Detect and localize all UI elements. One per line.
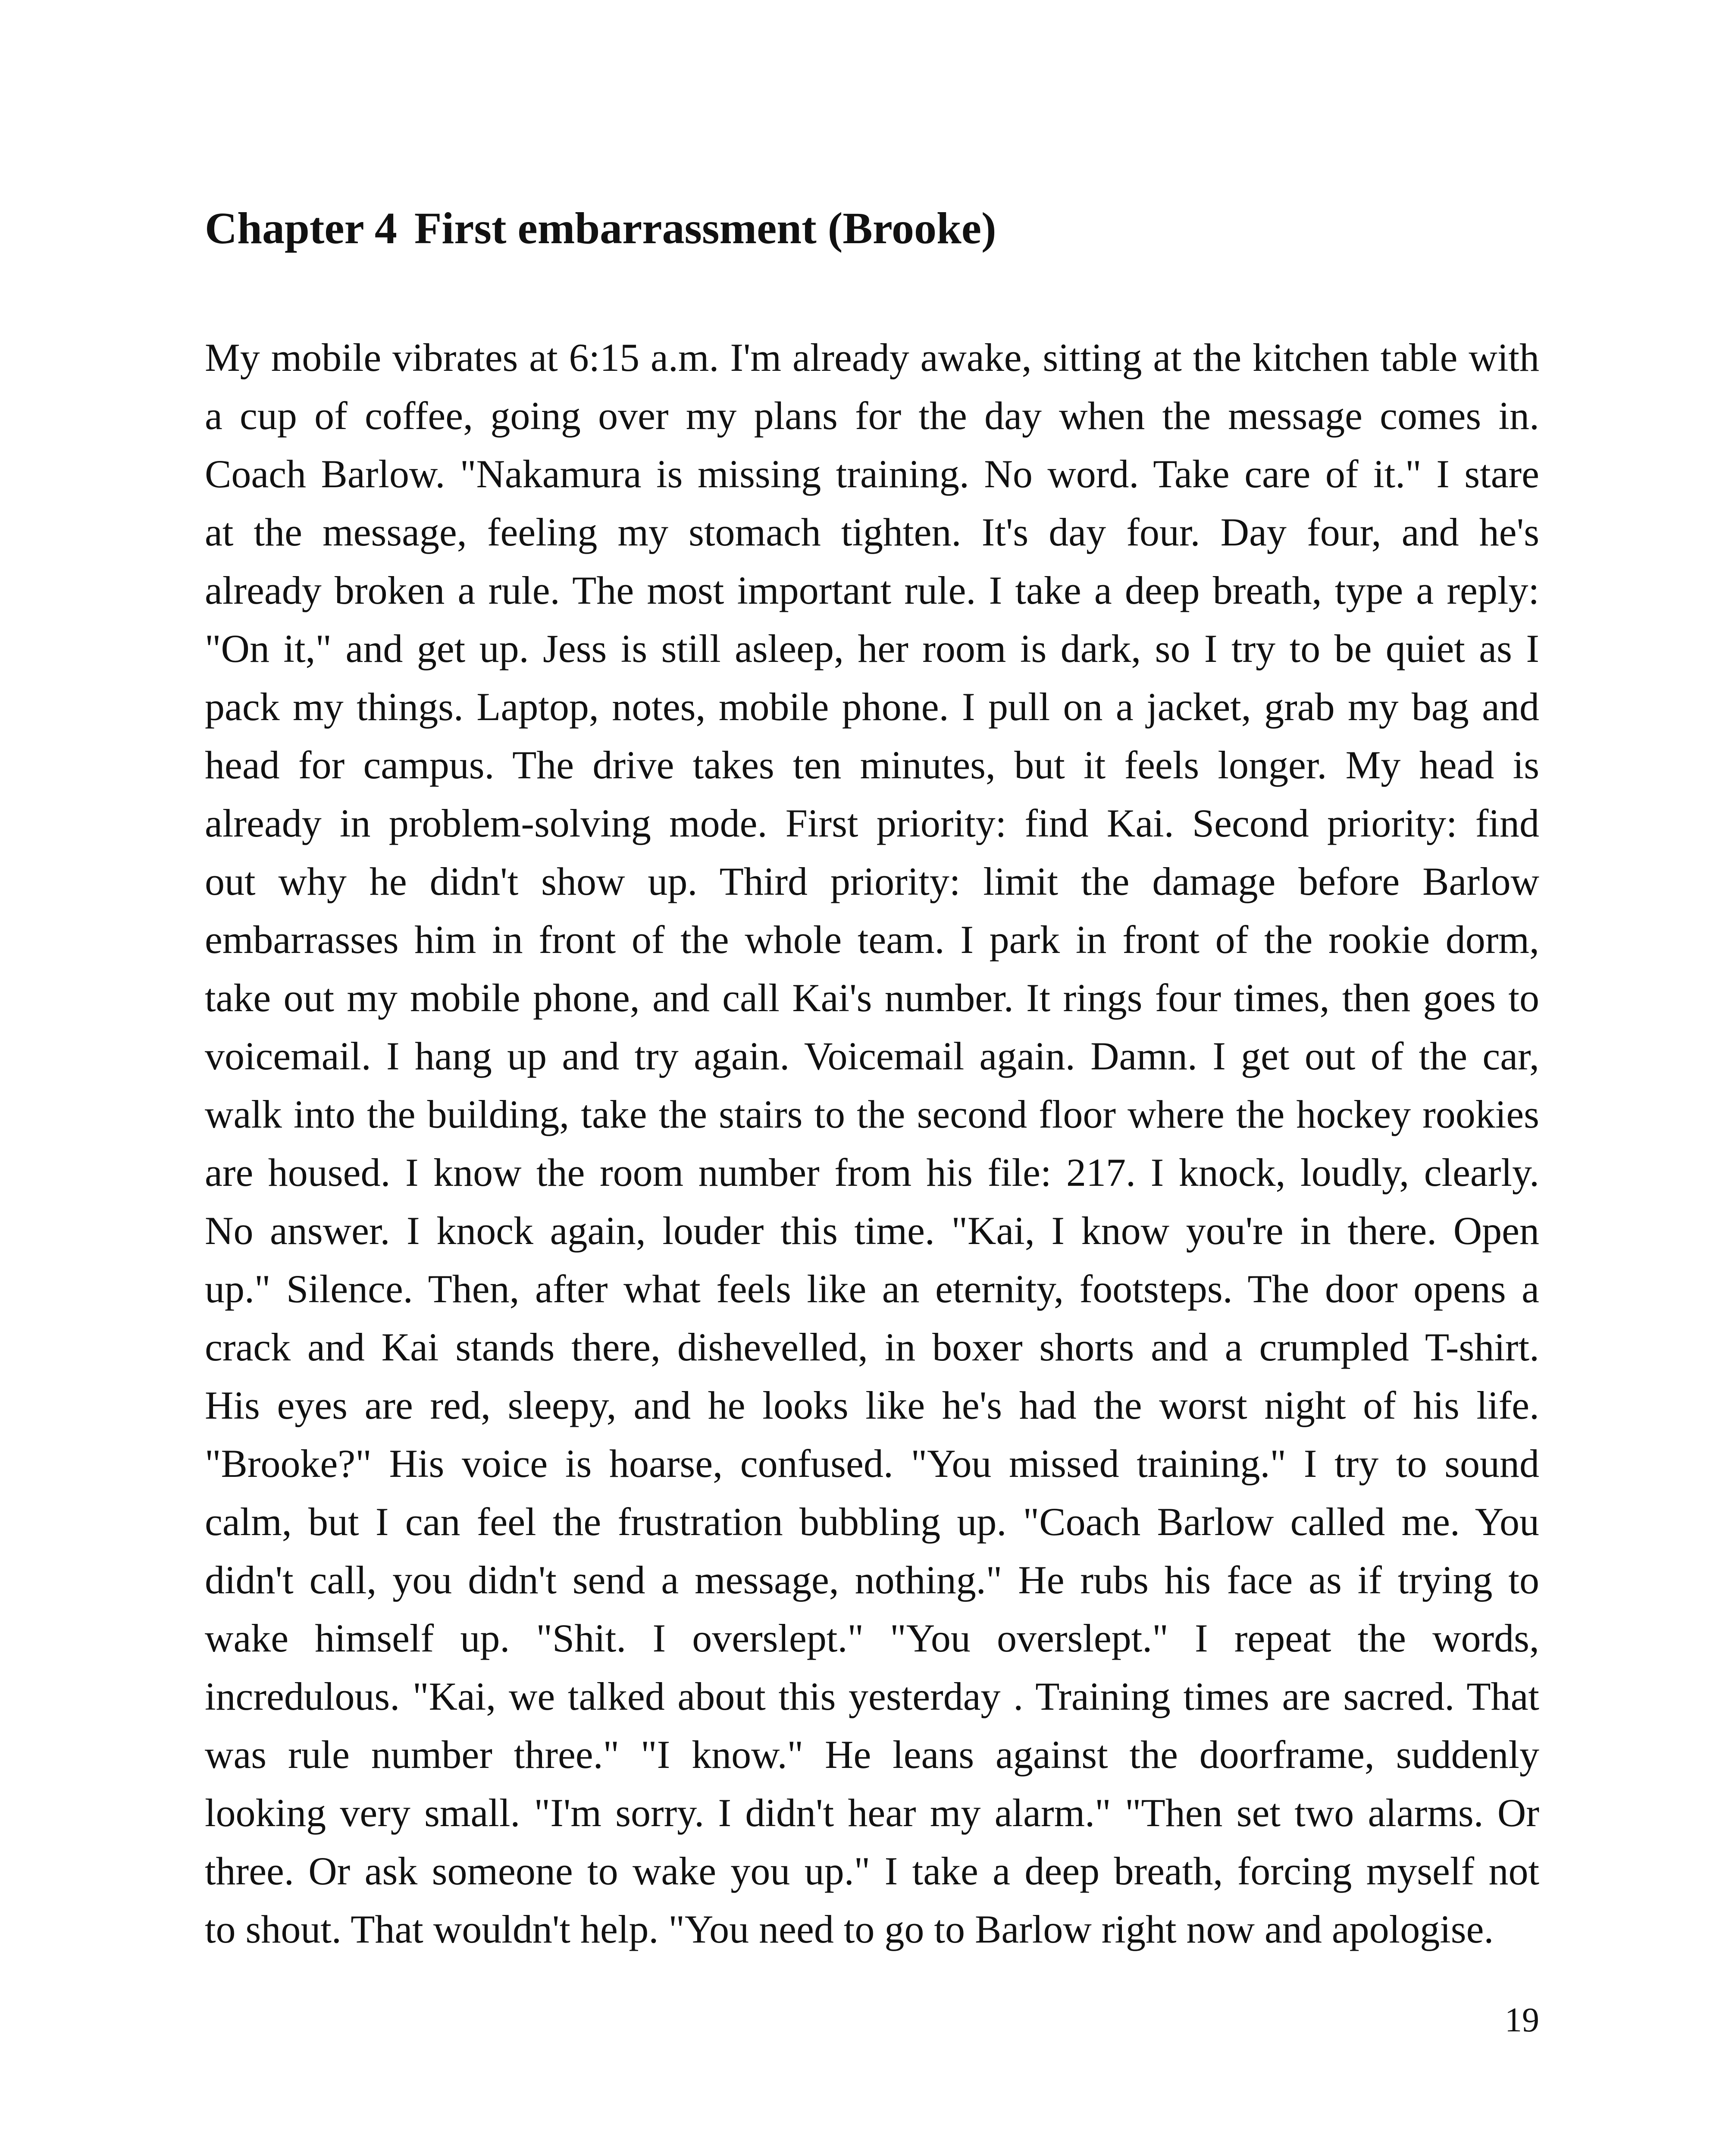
chapter-name: First embarrassment (Brooke) [414, 204, 996, 253]
body-line: crack and Kai stands there, dishevelled, in boxer shorts and a crumpled T-shirt. [205, 1325, 1539, 1369]
body-line: My mobile vibrates at 6:15 a.m. I'm already awake, sitting at the kitchen table with [205, 335, 1539, 379]
body-line: was rule number three." "I know." He leans against the doorframe, suddenly [205, 1733, 1539, 1777]
body-line: walk into the building, take the stairs to the second floor where the hockey rookies [205, 1092, 1539, 1136]
body-line: embarrasses him in front of the whole team. I park in front of the rookie dorm, [205, 918, 1539, 962]
body-line: are housed. I know the room number from his file: 217. I knock, loudly, clearly. [205, 1150, 1539, 1194]
body-line: "On it," and get up. Jess is still asleep, her room is dark, so I try to be quiet as I [205, 627, 1539, 671]
body-line: wake himself up. "Shit. I overslept." "You overslept." I repeat the words, [205, 1616, 1539, 1660]
chapter-title [205, 203, 996, 254]
body-line: out why he didn't show up. Third priority: limit the damage before Barlow [205, 859, 1539, 903]
body-line: His eyes are red, sleepy, and he looks like he's had the worst night of his life. [205, 1383, 1539, 1427]
body-line: three. Or ask someone to wake you up." I take a deep breath, forcing myself not [205, 1849, 1539, 1893]
body-line: pack my things. Laptop, notes, mobile phone. I pull on a jacket, grab my bag and [205, 685, 1539, 729]
body-line: already broken a rule. The most important rule. I take a deep breath, type a reply: [205, 568, 1539, 612]
chapter-number: Chapter 4 [205, 204, 397, 253]
body-line: take out my mobile phone, and call Kai's number. It rings four times, then goes to [205, 976, 1539, 1020]
body-line: already in problem-solving mode. First priority: find Kai. Second priority: find [205, 801, 1539, 845]
body-line: No answer. I knock again, louder this time. "Kai, I know you're in there. Open [205, 1209, 1539, 1253]
body-line: a cup of coffee, going over my plans for the day when the message comes in. [205, 394, 1539, 438]
body-line: "Brooke?" His voice is hoarse, confused. "You missed training." I try to sound [205, 1442, 1539, 1485]
body-line: head for campus. The drive takes ten minutes, but it feels longer. My head is [205, 743, 1539, 787]
body-line: Coach Barlow. "Nakamura is missing training. No word. Take care of it." I stare [205, 452, 1539, 496]
body-line: voicemail. I hang up and try again. Voicemail again. Damn. I get out of the car, [205, 1034, 1539, 1078]
body-line: didn't call, you didn't send a message, nothing." He rubs his face as if trying to [205, 1558, 1539, 1602]
body-line: looking very small. "I'm sorry. I didn't hear my alarm." "Then set two alarms. Or [205, 1791, 1539, 1835]
page-number: 19 [1505, 2001, 1539, 2039]
body-line: calm, but I can feel the frustration bubbling up. "Coach Barlow called me. You [205, 1500, 1539, 1544]
body-line: up." Silence. Then, after what feels like an eternity, footsteps. The door opens a [205, 1267, 1539, 1311]
chapter-body [205, 329, 1539, 1959]
body-line: incredulous. "Kai, we talked about this yesterday . Training times are sacred. That [205, 1674, 1539, 1718]
body-line: at the message, feeling my stomach tighten. It's day four. Day four, and he's [205, 510, 1539, 554]
body-line: to shout. That wouldn't help. "You need to go to Barlow right now and apologise. [205, 1907, 1494, 1951]
